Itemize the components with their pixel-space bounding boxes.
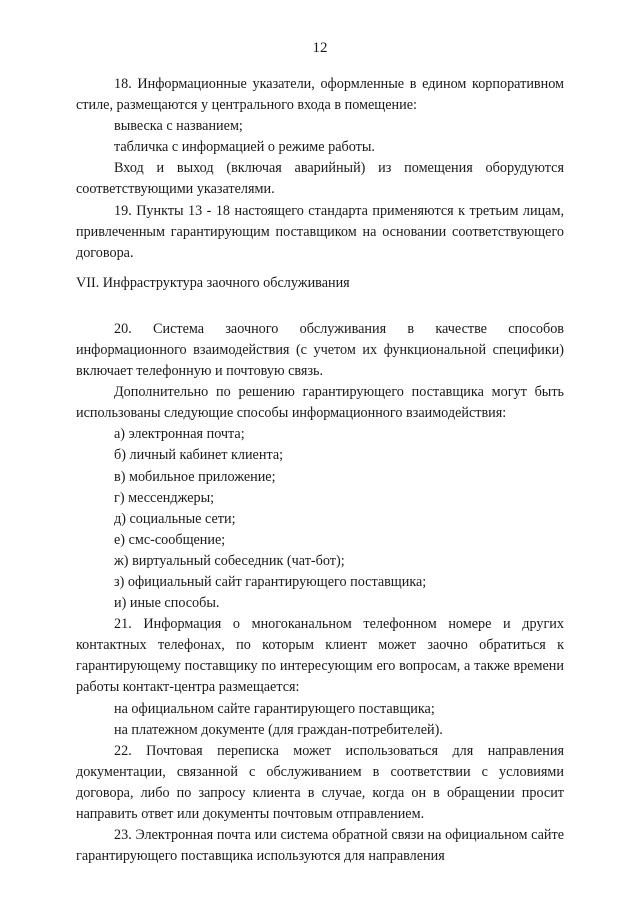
list-item: а) электронная почта; (114, 426, 245, 443)
list-item: з) официальный сайт гарантирующего поставщика; (114, 573, 427, 590)
paragraph-19: 19. Пункты 13 - 18 настоящего стандарта применяются к третьим лицам, привлеченным гарантирующим поставщиком на основании соответствующего договора. (76, 202, 564, 261)
paragraph-18: 18. Информационные указатели, оформленные в едином корпоративном стиле, размещаются у центрального входа в помещение: (76, 76, 564, 114)
paragraph-entrance-exit: Вход и выход (включая аварийный) из помещения оборудуются соответствующими указателями. (76, 160, 564, 198)
list-item: д) социальные сети; (114, 510, 236, 527)
paragraph-additional-methods: Дополнительно по решению гарантирующего поставщика могут быть использованы следующие способы информационного взаимодействия: (76, 384, 564, 422)
paragraph-plate: табличка с информацией о режиме работы. (114, 139, 375, 156)
list-item: е) смс-сообщение; (114, 531, 226, 548)
list-item: г) мессенджеры; (114, 489, 215, 506)
list-item: в) мобильное приложение; (114, 468, 276, 485)
paragraph-sign: вывеска с названием; (114, 118, 243, 135)
paragraph-20: 20. Система заочного обслуживания в качестве способов информационного взаимодействия (с учетом их функциональной специфики) включает телефонную и почтовую связь. (76, 320, 564, 380)
paragraph-22: 22. Почтовая переписка может использоваться для направления документации, связанной с обслуживанием в соответствии с условиями договора, либо по запросу клиента в случае, когда он в обращении просит направить ответ или документы почтовым отправлением. (76, 742, 564, 822)
paragraph-21: 21. Информация о многоканальном телефонном номере и других контактных телефонах, по которым клиент может заочно обратиться к гарантирующему поставщику по интересующим его вопросам, а также времени работы контакт-центра размещается: (76, 616, 564, 696)
paragraph-23: 23. Электронная почта или система обратной связи на официальном сайте гарантирующего поставщика используются для направления (76, 827, 564, 865)
body-text (76, 74, 564, 867)
paragraph-official-site: на официальном сайте гарантирующего поставщика; (114, 700, 435, 717)
section-heading: VII. Инфраструктура заочного обслуживания (76, 274, 350, 291)
list-item: ж) виртуальный собеседник (чат-бот); (114, 552, 345, 569)
list-item: б) личный кабинет клиента; (114, 447, 284, 464)
list-item: и) иные способы. (114, 595, 220, 612)
page-number: 12 (312, 40, 328, 56)
paragraph-payment-document: на платежном документе (для граждан-потребителей). (114, 721, 443, 738)
